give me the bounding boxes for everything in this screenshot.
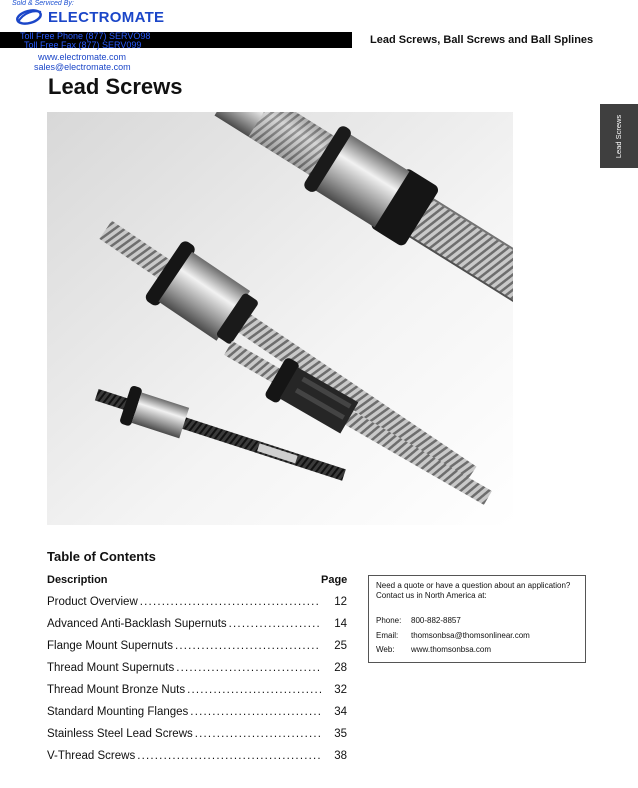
toll-free-fax: Toll Free Fax (877) SERV099	[24, 40, 142, 50]
brand-name: ELECTROMATE	[48, 8, 165, 26]
toc-row-page: 34	[334, 706, 347, 718]
toc-row[interactable]	[47, 728, 347, 744]
toc-row[interactable]	[47, 596, 347, 612]
toc-leader-dots	[137, 750, 321, 762]
toc-row-label: Product Overview	[47, 596, 138, 608]
toc-description-header: Description	[47, 574, 108, 586]
toc-row[interactable]	[47, 618, 347, 634]
toc-row-label: Advanced Anti-Backlash Supernuts	[47, 618, 227, 630]
toc-row-label: V-Thread Screws	[47, 750, 136, 762]
toc-leader-dots	[175, 640, 321, 652]
electromate-logo[interactable]	[14, 8, 164, 26]
phone-number[interactable]: 800-882-8857	[411, 616, 461, 625]
lead-screws-photo	[47, 112, 513, 525]
toc-leader-dots	[229, 618, 321, 630]
email-label: Email:	[376, 631, 399, 640]
toc-row-page: 38	[334, 750, 347, 762]
page-title: Lead Screws	[48, 74, 183, 99]
website-link[interactable]: www.electromate.com	[38, 52, 127, 62]
toc-row-label: Standard Mounting Flanges	[47, 706, 189, 718]
sold-by-text: Sold & Serviced By:	[12, 0, 74, 7]
quote-contact-box	[368, 575, 586, 663]
contact-website[interactable]: www.thomsonbsa.com	[411, 645, 492, 654]
toc-title: Table of Contents	[47, 549, 156, 564]
header-title: Lead Screws, Ball Screws and Ball Splines	[370, 34, 594, 46]
side-tab-lead-screws[interactable]	[600, 104, 638, 168]
toc-row[interactable]	[47, 684, 347, 700]
toc-row-label: Thread Mount Supernuts	[47, 662, 175, 674]
toc-row[interactable]	[47, 662, 347, 678]
toc-row-page: 32	[334, 684, 347, 696]
toc-leader-dots	[195, 728, 321, 740]
toc-leader-dots	[187, 684, 321, 696]
toc-leader-dots	[176, 662, 321, 674]
contact-email[interactable]: thomsonbsa@thomsonlinear.com	[411, 631, 530, 640]
toc-row-page: 14	[334, 618, 347, 630]
toc-row-page: 12	[334, 596, 347, 608]
electromate-swoosh-icon	[14, 8, 44, 26]
side-tab-label: Lead Screws	[614, 114, 624, 158]
toc-row[interactable]	[47, 706, 347, 722]
email-link[interactable]: sales@electromate.com	[34, 62, 131, 72]
toll-free-phone: Toll Free Phone (877) SERVO98	[20, 31, 151, 41]
toc-row[interactable]	[47, 640, 347, 656]
quote-question: Need a quote or have a question about an application?	[376, 581, 571, 590]
toc-row-label: Flange Mount Supernuts	[47, 640, 173, 652]
toc-row-label: Thread Mount Bronze Nuts	[47, 684, 186, 696]
toc-row-page: 35	[334, 728, 347, 740]
web-label: Web:	[376, 645, 395, 654]
toc-page-header: Page	[321, 574, 348, 586]
toc-row[interactable]	[47, 750, 347, 766]
toc-leader-dots	[190, 706, 321, 718]
toc-row-page: 28	[334, 662, 347, 674]
phone-label: Phone:	[376, 616, 402, 625]
toc-row-page: 25	[334, 640, 347, 652]
quote-contact-prompt: Contact us in North America at:	[376, 591, 487, 600]
toc-leader-dots	[140, 596, 321, 608]
toc-row-label: Stainless Steel Lead Screws	[47, 728, 193, 740]
